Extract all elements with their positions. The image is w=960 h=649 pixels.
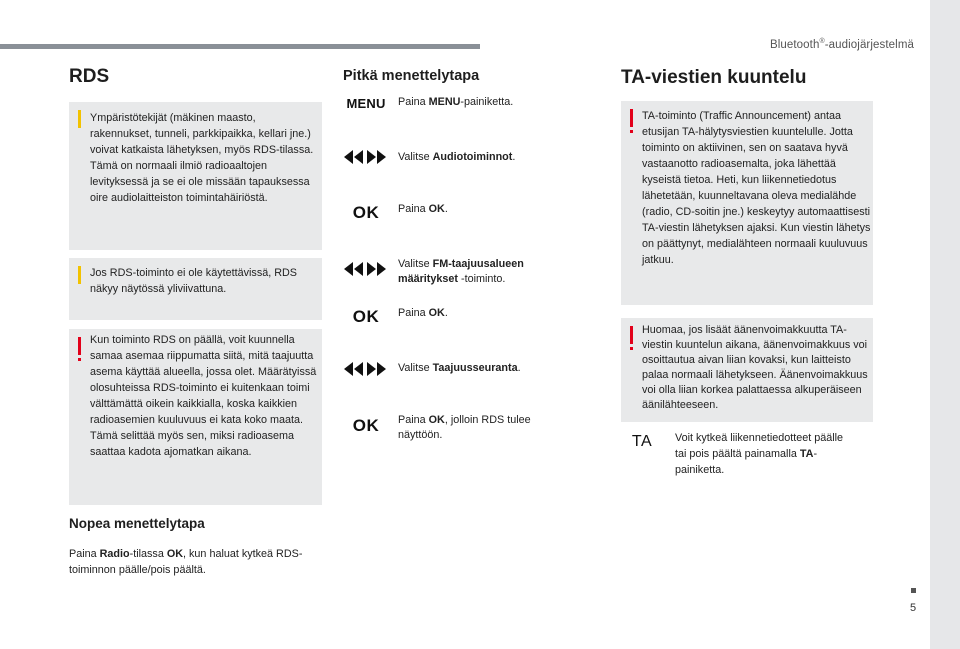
- warning-note-ta-function: [621, 101, 873, 305]
- step-5-text: Paina OK.: [398, 307, 448, 319]
- page-side-tab: [930, 0, 960, 649]
- ok-button-icon: OK: [352, 307, 380, 326]
- warning-marker-icon: [78, 337, 81, 355]
- note-text: Huomaa, jos lisäät äänenvoimakkuutta TA-viestin kuuntelun aikana, äänenvoimakkuus voi osoittautua aivan liian kovaksi, kun laitteisto palaa normaali lähetykseen. Äänenvoimakkuus voi olla liian korkea palattaessa alkuperäiseen äänilähteeseen.: [642, 324, 868, 411]
- step-4-text: Valitse FM-taajuusalueen määritykset -toiminto.: [398, 258, 524, 285]
- ok-button-icon: OK: [352, 416, 380, 435]
- info-marker-icon: [78, 266, 81, 284]
- warning-note-volume: [621, 318, 873, 422]
- step-2-text: Valitse Audiotoiminnot.: [398, 151, 516, 163]
- menu-button-icon: MENU: [346, 96, 386, 111]
- step-6-text: Valitse Taajuusseuranta.: [398, 362, 521, 374]
- step-3-text: Paina OK.: [398, 203, 448, 215]
- ta-title: TA-viestien kuuntelu: [621, 67, 807, 88]
- left-right-arrows-icon: [341, 362, 389, 376]
- long-procedure-title: Pitkä menettelytapa: [343, 68, 480, 84]
- top-rule: [0, 44, 480, 49]
- warning-marker-icon: [630, 326, 633, 344]
- info-note-unavailable: [69, 258, 322, 320]
- rds-title: RDS: [69, 66, 110, 87]
- note-text: Ympäristötekijät (mäkinen maasto, rakennukset, tunneli, parkkipaikka, kellari jne.) voivat katkaista lähetyksen, myös RDS-tilassa. Tämä on normaali ilmiö radioaaltojen levityksessä ja se ei ole missään tapauksessa oire audiolaitteiston toimintahäiriöstä.: [90, 112, 314, 204]
- note-text: Jos RDS-toiminto ei ole käytettävissä, RDS näkyy näytössä yliviivattuna.: [90, 267, 298, 295]
- ta-instruction-text: Voit kytkeä liikennetiedotteet päälle tai pois päältä painamalla TA-painiketta.: [675, 432, 844, 476]
- continue-marker: [911, 588, 916, 593]
- step-1-text: Paina MENU-painiketta.: [398, 96, 514, 108]
- page-number: 5: [910, 602, 917, 614]
- info-note-reception: [69, 102, 322, 250]
- warning-marker-icon: [630, 109, 633, 127]
- left-right-arrows-icon: [341, 150, 389, 164]
- warning-note-rds: [69, 329, 322, 505]
- note-text: TA-toiminto (Traffic Announcement) antaa etusijan TA-hälytysviestien kuuntelulle. Jotta toiminto on aktiivinen, sen on saatava hyvä vastaanotto radioasemalta, joka lähettää kyseistä tietoa. Heti, kun liikennetiedotus lähetetään, kuunneltavana oleva medialähde (radio, CD-soitin jne.) keskeytyy automaattisesti TA-viestin lähetyksen ajaksi. Kun viestin lähetys on päättynyt, medialähteen normaali kuuluvuus jatkuu.: [642, 110, 871, 266]
- left-right-arrows-icon: [341, 262, 389, 276]
- quick-procedure-text: Paina Radio-tilassa OK, kun haluat kytkeä RDS-toiminnon päälle/pois päältä.: [69, 548, 303, 576]
- running-header: Bluetooth®-audiojärjestelmä: [769, 38, 914, 51]
- quick-procedure-title: Nopea menettelytapa: [69, 516, 205, 531]
- ta-button-icon: TA: [631, 433, 653, 450]
- note-text: Kun toiminto RDS on päällä, voit kuunnella samaa asemaa riippumatta siitä, mitä taajuutta asema käyttää alueella, jossa olet. Määrätyissä olosuhteissa RDS-toiminto ei kuitenkaan toimi välttämättä oikein kaikkialla, koska kaikkien radioasemien kuuluvuus ei kata koko maata. Tämä selittää myös sen, miksi radioasema saattaa kadota ajomatkan aikana.: [90, 334, 317, 458]
- ok-button-icon: OK: [352, 203, 380, 222]
- step-7-text: Paina OK, jolloin RDS tulee näyttöön.: [398, 414, 531, 441]
- info-marker-icon: [78, 110, 81, 128]
